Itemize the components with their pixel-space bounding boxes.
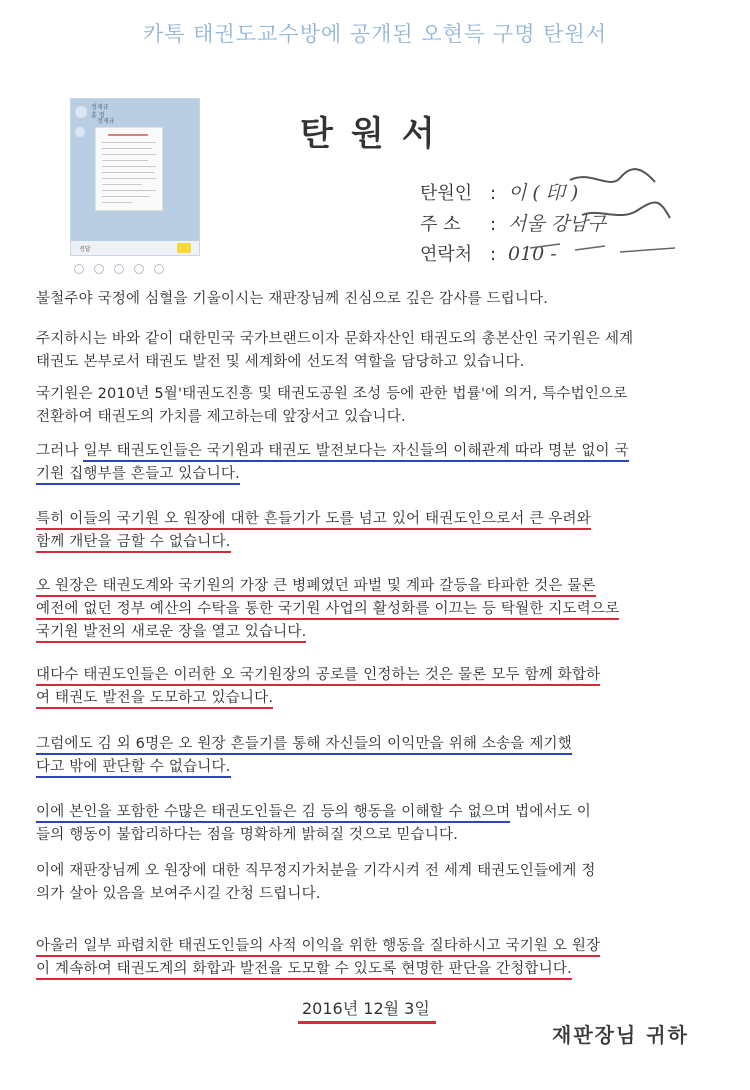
text-segment: 의가 살아 있음을 보여주시길 간청 드립니다. bbox=[36, 886, 321, 902]
text-segment: 태권도 본부로서 태권도 발전 및 세계화에 선도적 역할을 담당하고 있습니다. bbox=[36, 354, 525, 370]
text-segment: 이에 재판장님께 오 원장에 대한 직무정지가처분을 기각시켜 전 세계 태권도인들에게 정 bbox=[36, 863, 596, 879]
emoji-icon bbox=[74, 264, 84, 274]
underlined-text: 그럼에도 김 외 6명은 bbox=[36, 736, 178, 755]
paragraph-line bbox=[36, 883, 710, 906]
petitioner-row: 탄원인 : 이 ( 印 ) bbox=[420, 178, 578, 205]
kakao-screenshot-thumbnail bbox=[70, 98, 200, 256]
article-caption: 카톡 태권도교수방에 공개된 오현득 구명 탄원서 bbox=[142, 22, 608, 46]
paragraph-10 bbox=[36, 860, 710, 906]
thumbnail-footer-bar bbox=[71, 241, 199, 255]
underlined-text: 대다수 태권도인들은 이러한 오 국기원장의 공로를 인정하는 것은 물론 bbox=[36, 667, 491, 686]
underlined-text: 모두 함께 화합하 bbox=[491, 667, 600, 686]
paragraph-line bbox=[36, 383, 710, 406]
document-date: 2016년 12월 3일 bbox=[298, 996, 436, 1024]
settings-icon bbox=[154, 264, 164, 274]
paragraph-6 bbox=[36, 575, 710, 644]
paragraph-line bbox=[36, 440, 710, 463]
petitioner-value: 이 ( 印 ) bbox=[508, 182, 579, 204]
paragraph-11 bbox=[36, 935, 710, 981]
underlined-text: 오 원장 흔들기를 통해 자신들의 이익만을 위해 소송을 제기했 bbox=[178, 736, 572, 755]
text-segment: 법에서도 이 bbox=[510, 804, 591, 820]
paragraph-line bbox=[36, 801, 710, 824]
paragraph-line bbox=[36, 406, 710, 429]
text-segment: 들의 행동이 불합리하다는 점을 명확하게 밝혀질 것으로 믿습니다. bbox=[36, 827, 459, 843]
address-value: 서울 강남구 bbox=[508, 213, 606, 235]
paragraph-line bbox=[36, 824, 710, 847]
contact-label: 연락처 bbox=[420, 244, 473, 265]
closing-salutation: 재판장님 귀하 bbox=[552, 1023, 689, 1047]
paragraph-line bbox=[36, 687, 710, 710]
paragraph-line bbox=[36, 935, 710, 958]
thumbnail-sender-name: 정재규 bbox=[91, 104, 109, 111]
paragraph-9 bbox=[36, 801, 710, 847]
underlined-text: 다고 밖에 판단할 수 없습니다. bbox=[36, 759, 231, 778]
paragraph-line bbox=[36, 733, 710, 756]
paragraph-2 bbox=[36, 328, 710, 374]
address-label: 주 소 bbox=[420, 214, 461, 235]
underlined-text: 여 태권도 발전을 도모하고 있습니다. bbox=[36, 690, 273, 709]
paragraph-line bbox=[36, 860, 710, 883]
paragraph-line bbox=[36, 621, 710, 644]
underlined-text: 예전에 없던 정부 예산의 수탁을 통한 국기원 사업의 활성화를 이끄는 등 탁월한 지도력으로 bbox=[36, 601, 619, 620]
paragraph-1 bbox=[36, 288, 710, 311]
thumbnail-tab-label: 홈 정 bbox=[91, 112, 105, 119]
document-title: 탄원서 bbox=[300, 114, 453, 154]
thumbnail-sender-name-2: 정재규 bbox=[97, 118, 115, 125]
petitioner-label: 탄원인 bbox=[420, 183, 473, 204]
underlined-text: 특히 이들의 국기원 오 원장에 대한 흔들기가 도를 넘고 있어 bbox=[36, 511, 425, 530]
paragraph-line bbox=[36, 328, 710, 351]
paragraph-5 bbox=[36, 508, 710, 554]
paragraph-line bbox=[36, 351, 710, 374]
underlined-text: 오 원장은 태권도계와 국기원의 가장 큰 병폐였던 파벌 및 계파 갈등을 타파한 것은 물론 bbox=[36, 578, 596, 597]
paragraph-7 bbox=[36, 664, 710, 710]
thumbnail-toolbar-icons bbox=[74, 264, 164, 274]
avatar bbox=[75, 127, 85, 137]
thumbnail-document-preview bbox=[95, 127, 163, 211]
paragraph-line bbox=[36, 508, 710, 531]
text-segment: 주지하시는 바와 같이 대한민국 국가브랜드이자 문화자산인 태권도의 총본산인 국기원은 세계 bbox=[36, 331, 634, 347]
thumbnail-yellow-button bbox=[177, 243, 191, 253]
underlined-text: 태권도인으로서 큰 우려와 bbox=[425, 511, 591, 530]
underlined-text: 함께 개탄을 금할 수 없습니다. bbox=[36, 534, 231, 553]
paragraph-line bbox=[36, 575, 710, 598]
paragraph-line bbox=[36, 958, 710, 981]
avatar bbox=[75, 106, 87, 118]
attach-icon bbox=[94, 264, 104, 274]
handwriting-scribble bbox=[470, 160, 690, 270]
image-icon bbox=[114, 264, 124, 274]
text-segment: 불철주야 국정에 심혈을 기울이시는 재판장님께 진심으로 깊은 감사를 드립니다. bbox=[36, 291, 549, 307]
underlined-text: 이에 본인을 포함한 수많은 태권도인들은 김 등의 행동을 이해할 수 없으며 bbox=[36, 804, 510, 823]
underlined-text: 국기원 발전의 새로운 장을 열고 있습니다. bbox=[36, 624, 306, 643]
gallery-icon bbox=[134, 264, 144, 274]
paragraph-8 bbox=[36, 733, 710, 779]
paragraph-4 bbox=[36, 440, 710, 486]
paragraph-line bbox=[36, 288, 710, 311]
paragraph-3 bbox=[36, 383, 710, 429]
paragraph-line bbox=[36, 531, 710, 554]
text-segment: 그러나 bbox=[36, 443, 84, 459]
contact-value: 010 - bbox=[508, 243, 557, 265]
paragraph-line bbox=[36, 463, 710, 486]
text-segment: 전환하여 태권도의 가치를 제고하는데 앞장서고 있습니다. bbox=[36, 409, 406, 425]
underlined-text: 기원 집행부를 흔들고 있습니다. bbox=[36, 466, 240, 485]
thumbnail-footer-label: 전달 bbox=[79, 246, 91, 253]
underlined-text: 아울러 일부 파렴치한 태권도인들의 사적 이익을 위한 행동을 질타하시고 국기원 오 원장 bbox=[36, 938, 600, 957]
paragraph-line bbox=[36, 664, 710, 687]
paragraph-line bbox=[36, 598, 710, 621]
underlined-text: 이 계속하여 태권도계의 화합과 발전을 도모할 수 있도록 현명한 판단을 간청합니다. bbox=[36, 961, 572, 980]
address-row: 주 소 : 서울 강남구 bbox=[420, 209, 606, 236]
text-segment: 국기원은 2010년 5월'태권도진흥 및 태권도공원 조성 등에 관한 법률'에 의거, 특수법인으로 bbox=[36, 386, 628, 402]
underlined-text: 일부 태권도인들은 국기원과 태권도 발전보다는 자신들의 이해관계 따라 명분 없이 국 bbox=[83, 443, 628, 462]
contact-row: 연락처 : 010 - bbox=[420, 240, 557, 266]
paragraph-line bbox=[36, 756, 710, 779]
